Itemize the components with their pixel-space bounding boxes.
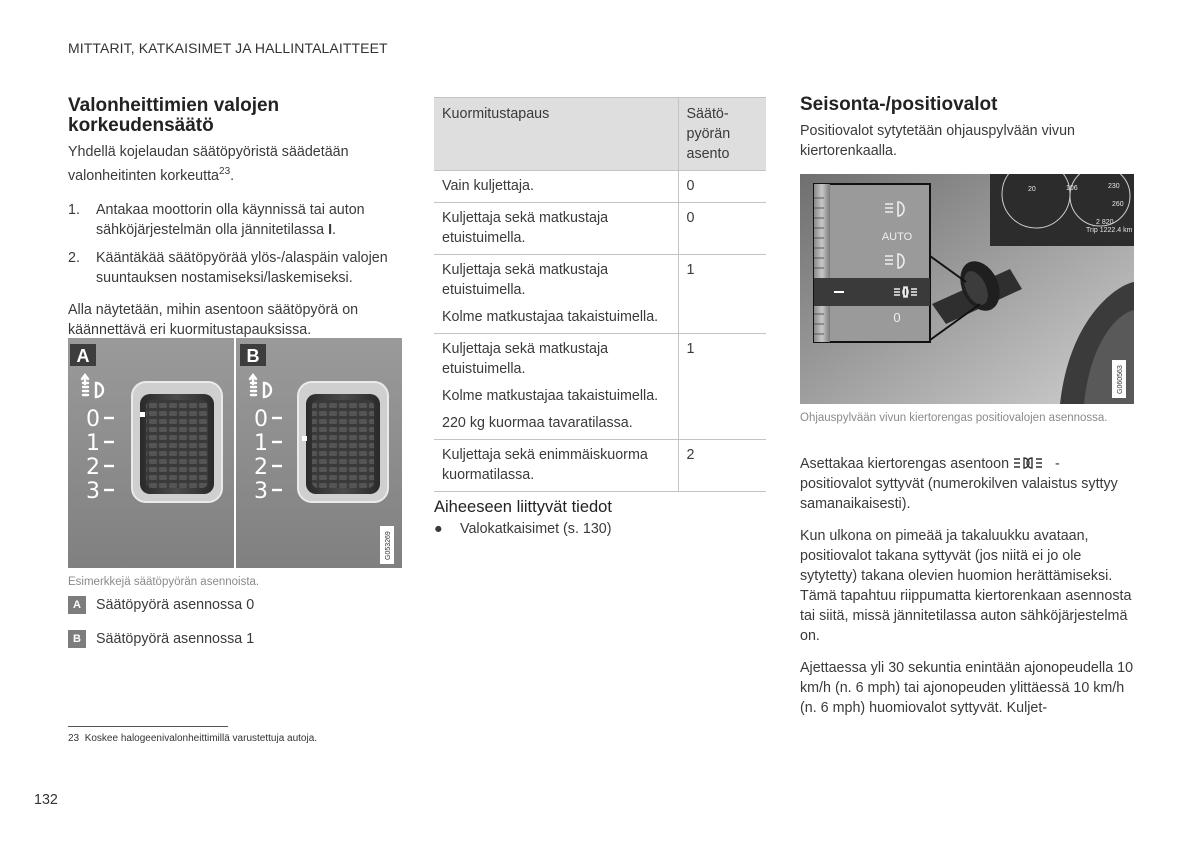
header-load-case: Kuormitustapaus <box>434 98 678 171</box>
scale-a-1: 1 <box>86 431 100 456</box>
scale-a-2: 2 <box>86 455 100 480</box>
thumbwheel-figure <box>68 338 402 568</box>
intro-paragraph: Yhdellä kojelaudan säätöpyöristä säädetään valonheitinten korkeutta$^{23}$. <box>68 144 349 184</box>
thumbwheel-illustration <box>68 338 402 568</box>
gauge-label-260: 260 <box>1112 201 1124 208</box>
figure-code: G053269 <box>385 531 392 560</box>
related-link[interactable]: ● Valokatkaisimet (s. 130) <box>434 521 612 537</box>
table-row: Kuljettaja sekä matkustaja etuistuimella. Kolme matkustajaa takaistuimella. 1 <box>434 255 766 334</box>
table-row: Kuljettaja sekä enimmäiskuorma kuormatilassa. 2 <box>434 440 766 492</box>
paragraph-daytime: Ajettaessa yli 30 sekuntia enintään ajonopeudella 10 km/h (n. 6 mph) tai ajonopeuden ylittäessä 10 km/h (n. 6 mph) huomiovalot syttyvät. Kuljet- <box>800 660 1134 716</box>
legend-b-key: B <box>68 630 86 648</box>
panel-a-label: A <box>76 346 90 366</box>
scale-b-1: 1 <box>254 431 268 456</box>
section-title-parking: Seisonta-/positiovalot <box>800 94 998 115</box>
related-title: Aiheeseen liittyvät tiedot <box>434 498 612 516</box>
scale-a-3: 3 <box>86 479 100 504</box>
bullet-icon: ● <box>434 521 443 537</box>
lead-paragraph: Positiovalot sytytetään ohjauspylvään vivun kiertorenkaalla. <box>800 123 1075 159</box>
section-title: Valonheittimien valojen korkeudensäätö <box>68 95 280 136</box>
gauge-label-230: 230 <box>1108 183 1120 190</box>
ring-label-auto: AUTO <box>881 231 913 243</box>
ring-label-off: 0 <box>893 310 901 325</box>
stalk-illustration <box>800 174 1134 404</box>
gauge-label-106: 106 <box>1066 185 1078 192</box>
stalk-figure <box>800 174 1134 404</box>
scale-a <box>86 407 100 504</box>
legend-b: B Säätöpyörä asennossa 1 <box>68 630 254 648</box>
scale-b-3: 3 <box>254 479 268 504</box>
parking-light-icon <box>1013 456 1051 470</box>
step-2: 2. Kääntäkää säätöpyörää ylös-/alaspäin valojen suuntauksen nostamiseksi/laskemiseksi. <box>68 249 388 286</box>
table-row: Kuljettaja sekä matkustaja etuistuimella. 0 <box>434 203 766 255</box>
running-header: MITTARIT, KATKAISIMET JA HALLINTALAITTEET <box>68 40 388 56</box>
parking-lights-body <box>800 454 1134 730</box>
parking-lights-section <box>800 94 1134 161</box>
zoom-panel <box>814 184 930 342</box>
positions-intro: Alla näytetään, mihin asentoon säätöpyörä on käännettävä eri kuormitustapauksissa. <box>68 301 359 338</box>
panel-b-label: B <box>246 346 260 366</box>
legend-a-key: A <box>68 596 86 614</box>
figure-caption: Esimerkkejä säätöpyörän asennoista. <box>68 576 260 588</box>
footnote-ref[interactable]: 23 <box>219 166 231 177</box>
load-case-table <box>434 97 766 492</box>
scale-a-0: 0 <box>86 407 100 432</box>
steps-list <box>68 200 398 288</box>
stalk-figure-caption: Ohjauspylvään vivun kiertorengas positiovalojen asennossa. <box>800 412 1108 424</box>
related-info <box>434 498 766 539</box>
stalk-figure-code: G060563 <box>1117 365 1124 394</box>
legend-a: A Säätöpyörä asennossa 0 <box>68 596 254 614</box>
header-wheel-position: Säätö- pyörän asento <box>678 98 766 171</box>
table-row: Kuljettaja sekä matkustaja etuistuimella. Kolme matkustajaa takaistuimella. 220 kg kuormaa tavaratilassa. 1 <box>434 334 766 440</box>
page-number: 132 <box>34 792 58 808</box>
table-header-row <box>434 98 766 171</box>
scale-b-2: 2 <box>254 455 268 480</box>
footnote: 23 Koskee halogeenivalonheittimillä varustettuja autoja. <box>68 733 318 744</box>
gauge-label-20: 20 <box>1028 186 1036 193</box>
footnote-divider <box>68 726 228 727</box>
step-1: 1. Antakaa moottorin olla käynnissä tai auton sähköjärjestelmän olla jännitetilassa I. <box>68 201 365 238</box>
scale-b-0: 0 <box>254 407 268 432</box>
paragraph-position-setting: Asettakaa kiertorengas asentoon - positiovalot syttyvät (numerokilven valaistus syttyy samanaikaisesti). <box>800 456 1118 512</box>
paragraph-tailgate: Kun ulkona on pimeää ja takaluukku avataan, positiovalot takana syttyvät (jos niitä ei jo ole sytytetty) takana olevien huomion herättämiseksi. Tämä tapahtuu riippumatta kiertorenkaan asennosta tai siitä, missä jännitetilassa auton sähköjärjestelmä on. <box>800 528 1132 644</box>
gauge-label-odo: 2 820 <box>1096 219 1114 226</box>
headlight-leveling-section <box>68 96 398 340</box>
gauge-label-trip: Trip 1222.4 km <box>1086 227 1133 234</box>
scale-b <box>254 407 268 504</box>
table-row: Vain kuljettaja. 0 <box>434 171 766 203</box>
